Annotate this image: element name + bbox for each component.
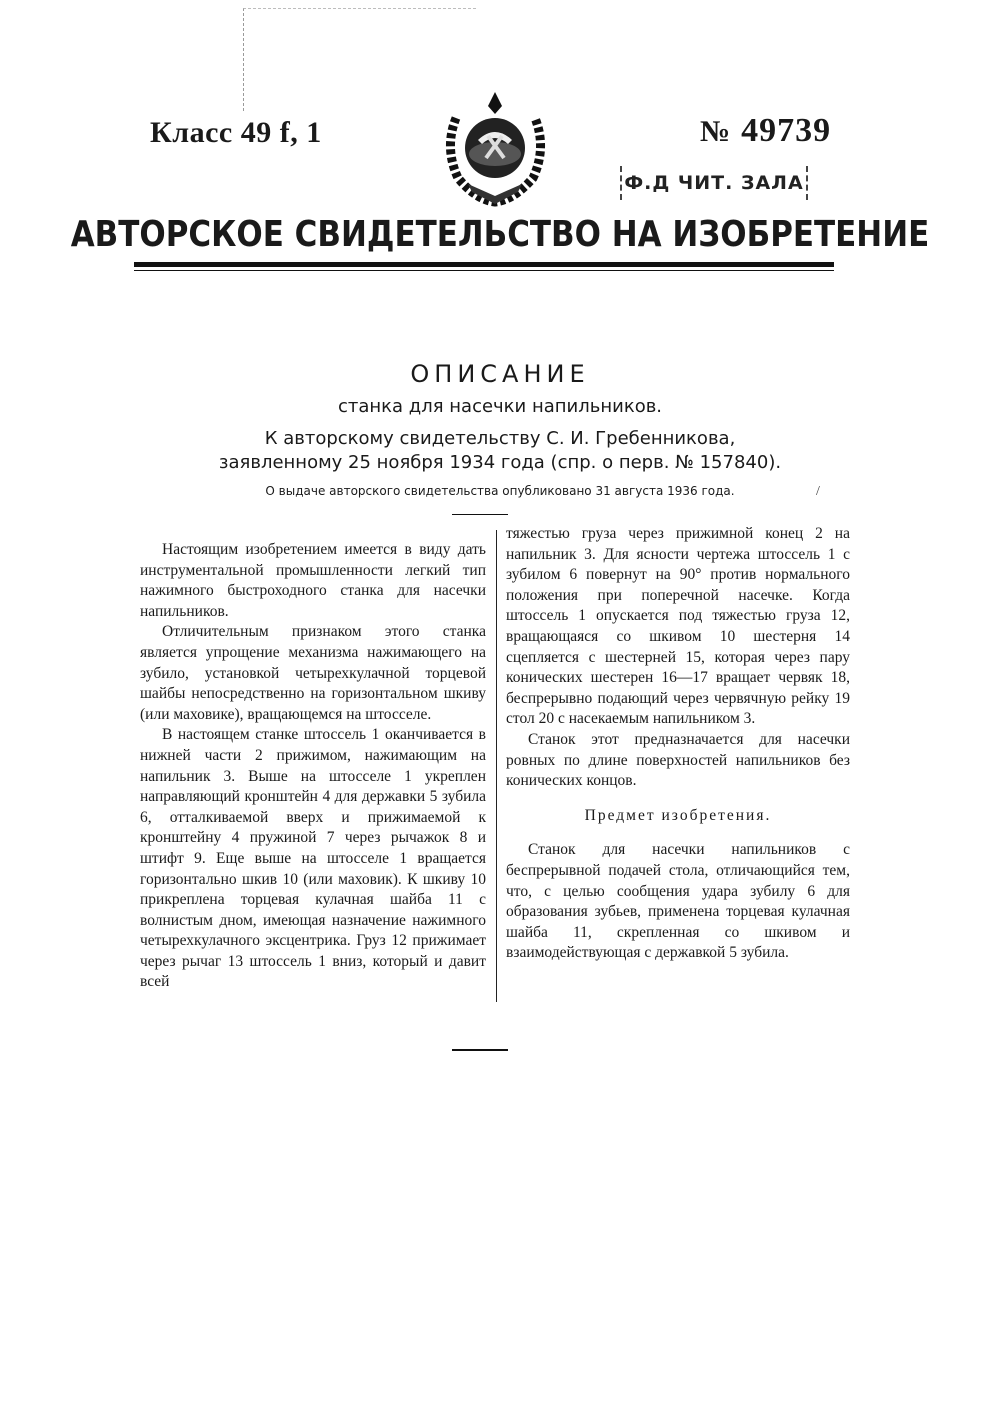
section-rule [452, 514, 508, 515]
publication-note: О выдаче авторского свидетельства опубликовано 31 августа 1936 года. [265, 484, 735, 498]
description-subheading: станка для насечки напильников. [337, 396, 663, 417]
title-rule-thick [134, 262, 834, 267]
left-column [140, 540, 486, 993]
claim-heading: Предмет изобретения. [584, 806, 772, 824]
body-paragraph: Отличительным признаком этого станка является упрощение механизма нажимающего на зубило, установкой четырехкулачной торцевой шайбы непосредственно на горизонтальном шкиву (или маховике), вращающемся на штосселе. [140, 623, 486, 723]
description-heading: ОПИСАНИЕ [410, 360, 590, 388]
stray-mark: / [816, 484, 820, 499]
library-stamp: Ф.Д ЧИТ. ЗАЛА [620, 166, 808, 200]
column-divider [496, 530, 497, 1002]
document-title: АВТОРСКОЕ СВИДЕТЕЛЬСТВО НА ИЗОБРЕТЕНИЕ [70, 214, 930, 255]
patent-number [700, 112, 831, 150]
number-symbol: № [700, 115, 732, 148]
author-line-1: К авторскому свидетельству С. И. Гребенникова, [264, 428, 736, 449]
title-rule-thin [134, 270, 834, 271]
end-rule [452, 1049, 508, 1051]
body-paragraph: Настоящим изобретением имеется в виду дать инструментальной промышленности легкий тип нажимного быстроходного станка для насечки напильников. [140, 541, 486, 620]
patent-number-value: 49739 [741, 112, 832, 149]
body-paragraph: тяжестью груза через прижимной конец 2 на напильник 3. Для ясности чертежа штоссель 1 с зубилом 6 повернут на 90° против нормального положения при поперечной насечке. Когда штоссель 1 опускается под тяжестью груза 12, вращающаяся со шкивом 10 шестерня 14 сцепляется с шестерней 15, которая через пару конических шестерен 16—17 вращает червяк 18, беспрерывно подающий через червячную рейку 19 стол 20 с насекаемым напильником 3. [506, 525, 850, 728]
author-line-2: заявленному 25 ноября 1934 года (спр. о перв. № 157840). [218, 452, 782, 473]
body-paragraph: В настоящем станке штоссель 1 оканчивается в нижней части 2 прижимом, нажимающим на напильник 3. Выше на штосселе 1 укреплен направляющий кронштейн 4 для державки 5 зубила 6, отталкиваемой вверх и прижимаемой к кронштейну 4 пружиной 7 через рычажок 8 и штифт 9. Еще выше на штосселе 1 вращается горизонтально шкив 10 (или маховик). К шкиву 10 прикреплена торцевая кулачная шайба 11 с волнистым дном, имеющая назначение нажимного четырехкулачного эксцентрика. Груз 12 прижимает через рычаг 13 штоссель 1 вниз, который и давит всей [140, 726, 486, 991]
ussr-coat-of-arms-icon [438, 88, 553, 208]
body-paragraph: Станок этот предназначается для насечки ровных по длине поверхностей напильников без конических концов. [506, 730, 850, 790]
patent-class: Класс 49 f, 1 [150, 116, 322, 149]
claim-text: Станок для насечки напильников с беспрерывной подачей стола, отличающийся тем, что, с целью сообщения удара зубилу 6 для образования зубьев, применена торцевая кулачная шайба 11, скрепленная со шкивом и взаимодействующая с державкой 5 зубила. [506, 841, 850, 962]
right-column [506, 524, 850, 964]
